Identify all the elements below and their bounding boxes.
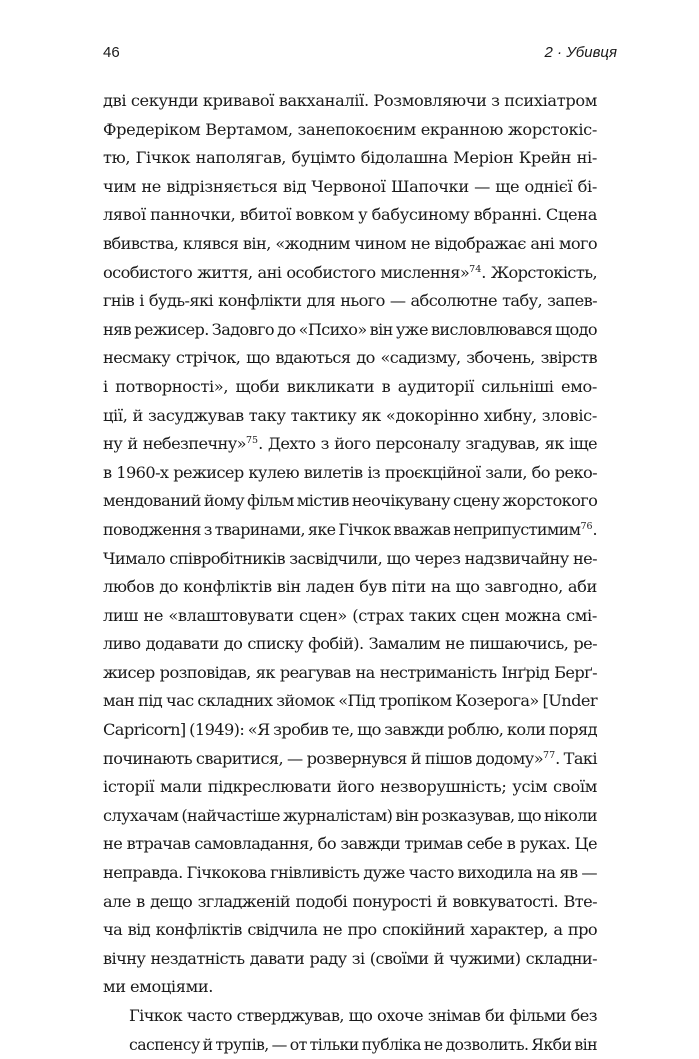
- line-text: гнів і будь-які конфлікти для нього — абсолютне табу, запев-: [103, 291, 597, 311]
- text-line: [103, 973, 597, 1002]
- line-text: Гічкок часто стверджував, що охоче знімав би фільми без: [129, 1006, 597, 1025]
- paragraph: [103, 1002, 597, 1059]
- line-text: не втрачав самовладання, бо завжди тримав себе в руках. Це: [103, 834, 597, 854]
- text-line: [103, 1002, 597, 1031]
- text-line: [103, 344, 597, 373]
- line-text: особистого життя, ані особистого мислення»: [103, 262, 470, 282]
- line-text-continued: .: [592, 519, 597, 539]
- text-line: [103, 916, 597, 945]
- line-text: лиш не «влаштовувати сцен» (страх таких сцен можна смі-: [103, 605, 597, 625]
- line-text-continued: . Такі: [555, 748, 598, 768]
- line-text: лявої панночки, вбитої вовком у бабусиному вбранні. Сцена: [103, 205, 597, 225]
- text-line: [103, 573, 597, 602]
- line-text: несмаку стрічок, що вдаються до «садизму, збочень, звірств: [103, 348, 597, 368]
- line-text: Чимало співробітників засвідчили, що через надзвичайну не-: [103, 548, 597, 568]
- text-line: [103, 888, 597, 917]
- line-text: Capricorn] (1949): «Я зробив те, що завжди роблю, коли поряд: [103, 720, 597, 740]
- line-text: історії мали підкреслювати його незворушність; усім своїм: [103, 777, 597, 797]
- text-line: [103, 316, 597, 345]
- line-text: мендований йому фільм містив неочікувану сцену жорстокого: [103, 491, 598, 511]
- footnote-marker[interactable]: 76: [580, 520, 593, 532]
- line-text-continued: . Жорстокість,: [481, 262, 598, 282]
- line-text: вбивства, клявся він, «жодним чином не відображає ані мого: [103, 233, 597, 253]
- line-text: ми емоціями.: [103, 977, 214, 997]
- text-line: [103, 687, 597, 716]
- text-line: [103, 87, 597, 116]
- text-line: [103, 230, 597, 259]
- footnote-marker[interactable]: 74: [469, 263, 482, 275]
- text-line: [103, 545, 597, 574]
- text-line: [103, 945, 597, 974]
- text-line: [103, 402, 597, 431]
- page-number: 46: [103, 44, 120, 61]
- paragraph: [103, 87, 597, 1002]
- line-text: неправда. Гічкокова гнівливість дуже часто виходила на яв —: [103, 863, 597, 883]
- line-text: жисер розповідав, як реагував на нестриманість Інґрід Берґ-: [103, 662, 597, 682]
- line-text: ції, й засуджував таку тактику як «докорінно хибну, зловіс-: [103, 405, 597, 425]
- line-text: слухачам (найчастіше журналістам) він розказував, що ніколи: [103, 805, 597, 825]
- text-line: [103, 1031, 597, 1059]
- text-line: [103, 802, 597, 831]
- text-line: [103, 773, 597, 802]
- text-line: [103, 659, 597, 688]
- line-text: ман під час складних зйомок «Під тропіком Козерога» [Under: [103, 691, 597, 711]
- text-line: [103, 430, 597, 459]
- line-text: ну й небезпечну»: [103, 434, 246, 454]
- text-line: [103, 830, 597, 859]
- chapter-title: 2 · Убивця: [544, 44, 617, 61]
- footnote-marker[interactable]: 75: [245, 435, 259, 447]
- line-text: любов до конфліктів він ладен був піти на що завгодно, аби: [103, 577, 597, 597]
- line-text: няв режисер. Задовго до «Психо» він уже висловлювався щодо: [103, 319, 597, 339]
- text-line: [103, 287, 597, 316]
- text-line: [103, 116, 597, 145]
- line-text: починають свaритися, — розвернувся й пішов додому»: [103, 748, 544, 768]
- running-head: [103, 44, 617, 68]
- text-line: [103, 459, 597, 488]
- text-line: [103, 373, 597, 402]
- text-line: [103, 259, 597, 288]
- line-text: саспенсу й трупів, — от тільки публіка не дозволить. Якби він: [129, 1034, 597, 1054]
- line-text: вічну нездатність давати раду зі (своїми й чужими) складни-: [103, 948, 597, 968]
- text-line: [103, 745, 597, 774]
- line-text: і потворності», щоби викликати в аудиторії сильніші емо-: [103, 376, 597, 396]
- text-line: [103, 859, 597, 888]
- body-text: [103, 87, 597, 1059]
- text-line: [103, 516, 597, 545]
- line-text: дві секунди кривавої вакханалії. Розмовляючи з психіатром: [103, 91, 597, 110]
- text-line: [103, 487, 597, 516]
- text-line: [103, 144, 597, 173]
- line-text-continued: . Дехто з його персоналу згадував, як іще: [258, 434, 597, 454]
- text-line: [103, 173, 597, 202]
- text-line: [103, 602, 597, 631]
- line-text: ча від конфліктів свідчила не про спокійний характер, а про: [103, 920, 597, 940]
- footnote-marker[interactable]: 77: [543, 749, 556, 761]
- line-text: Фредеріком Вертамом, занепокоєним екранною жорстокіс-: [103, 119, 597, 139]
- line-text: ливо додавати до списку фобій). Замалим не пишаючись, ре-: [103, 634, 597, 654]
- line-text: поводження з тваринами, яке Гічкок вважав неприпустимим: [103, 519, 581, 539]
- line-text: чим не відрізняється від Червоної Шапочки — ще однієї бі-: [103, 176, 597, 196]
- line-text: але в дещо згладженій подобі понурості й вовкуватості. Вте-: [103, 891, 597, 911]
- line-text: в 1960-х режисер кулею вилетів із проєкційної зали, бо реко-: [103, 462, 597, 482]
- line-text: тю, Гічкок наполягав, буцімто бідолашна Меріон Крейн ні-: [103, 148, 597, 168]
- text-line: [103, 201, 597, 230]
- text-line: [103, 630, 597, 659]
- text-line: [103, 716, 597, 745]
